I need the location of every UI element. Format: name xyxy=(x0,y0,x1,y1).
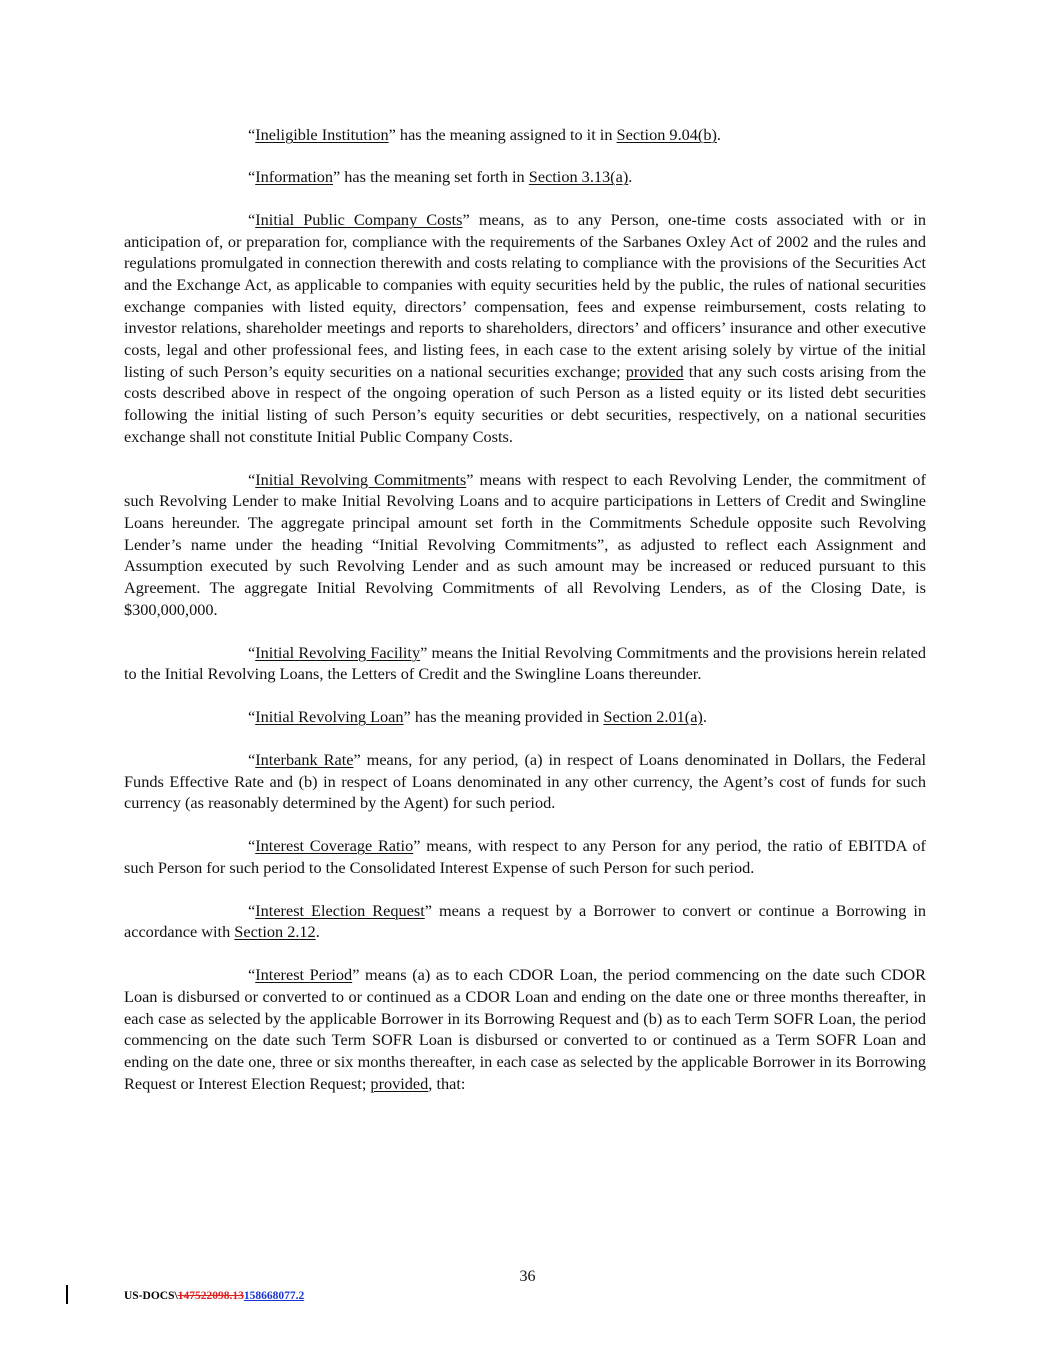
defined-term: Initial Revolving Facility xyxy=(255,642,421,662)
doc-id-prefix: US-DOCS\ xyxy=(124,1290,178,1302)
section-reference: Section 2.12 xyxy=(234,922,316,942)
definition-initial-revolving-commitments: “Initial Revolving Commitments” means with respect to each Revolving Lender, the commitment of such Revolving Lender to make Initial Revolving Loans and to acquire participations in Letters of Credit and Swingline Loans hereunder. The aggregate principal amount set forth in the Commitments Schedule opposite such Revolving Lender’s name under the heading “Initial Revolving Commitments”, as adjusted to reflect each Assignment and Assumption executed by such Revolving Lender and as such amount may be increased or reduced pursuant to this Agreement. The aggregate Initial Revolving Commitments of all Revolving Lenders, as of the Closing Date, is $300,000,000. xyxy=(124,469,926,619)
definition-ineligible-institution: “Ineligible Institution” has the meaning assigned to it in Section 9.04(b). xyxy=(248,125,721,144)
section-reference: Section 9.04(b) xyxy=(616,125,717,144)
defined-term: Interest Coverage Ratio xyxy=(255,836,414,856)
definitions-body xyxy=(124,124,926,1115)
definition-initial-revolving-facility: “Initial Revolving Facility” means the Initial Revolving Commitments and the provisions herein related to the Initial Revolving Loans, the Letters of Credit and the Swingline Loans thereunder. xyxy=(124,642,926,684)
defined-term: Initial Revolving Loan xyxy=(255,707,404,727)
defined-term: Ineligible Institution xyxy=(255,125,389,144)
section-reference: Section 2.01(a) xyxy=(603,707,703,727)
proviso-term: provided xyxy=(370,1073,429,1093)
definition-information: “Information” has the meaning set forth in Section 3.13(a). xyxy=(248,167,633,187)
page-number: 36 xyxy=(519,1268,536,1285)
defined-term: Interbank Rate xyxy=(255,749,354,769)
defined-term: Interest Period xyxy=(255,965,353,985)
definition-initial-public-company-costs: “Initial Public Company Costs” means, as to any Person, one-time costs associated with or in anticipation of, or preparation for, compliance with the requirements of the Sarbanes Oxley Act of 2002 and the rules and regulations promulgated in connection therewith and costs relating to compliance with the provisions of the Securities Act and the Exchange Act, as applicable to companies with equity securities held by the public, the rules of national securities exchange companies with listed equity, directors’ compensation, fees and expense reimbursement, costs relating to investor relations, shareholder meetings and reports to shareholders, directors’ and officers’ insurance and other executive costs, legal and other professional fees, and listing fees, in each case to the extent arising solely by virtue of the initial listing of such Person’s equity securities on a national securities exchange; provided that any such costs arising from the costs described above in respect of the ongoing operation of such Person as a listed equity or its listed debt securities following the initial listing of such Person’s equity securities or debt securities, respectively, on a national securities exchange shall not constitute Initial Public Company Costs. xyxy=(124,209,926,446)
defined-term: Initial Public Company Costs xyxy=(255,209,463,229)
defined-term: Initial Revolving Commitments xyxy=(255,469,467,489)
proviso-term: provided xyxy=(625,361,684,381)
definition-interest-period: “Interest Period” means (a) as to each CDOR Loan, the period commencing on the date such CDOR Loan is disbursed or converted to or continued as a CDOR Loan and ending on the date one or three months thereafter, in each case as selected by the applicable Borrower in its Borrowing Request and (b) as to each Term SOFR Loan, the period commencing on the date such Term SOFR Loan is disbursed or converted to or continued as a Term SOFR Loan and ending on the date one, three or six months thereafter, in each case as selected by the applicable Borrower in its Borrowing Request or Interest Election Request; provided, that: xyxy=(124,965,926,1093)
definition-interbank-rate: “Interbank Rate” means, for any period, (a) in respect of Loans denominated in Dollars, the Federal Funds Effective Rate and (b) in respect of Loans denominated in any other currency, the Agent’s cost of funds for such currency (as reasonably determined by the Agent) for such period. xyxy=(124,749,926,813)
change-bar xyxy=(66,1285,68,1304)
doc-id-inserted: 158668077.2 xyxy=(243,1290,305,1302)
document-id xyxy=(124,1290,304,1302)
definition-interest-coverage-ratio: “Interest Coverage Ratio” means, with respect to any Person for any period, the ratio of EBITDA of such Person for such period to the Consolidated Interest Expense of such Person for such period. xyxy=(124,836,926,877)
definition-initial-revolving-loan: “Initial Revolving Loan” has the meaning provided in Section 2.01(a). xyxy=(248,707,707,727)
doc-id-deleted: 147522098.13 xyxy=(177,1290,244,1302)
definition-interest-election-request: “Interest Election Request” means a request by a Borrower to convert or continue a Borrowing in accordance with Section 2.12. xyxy=(124,900,927,942)
defined-term: Interest Election Request xyxy=(255,900,425,920)
defined-term: Information xyxy=(255,167,333,187)
section-reference: Section 3.13(a) xyxy=(528,167,629,187)
